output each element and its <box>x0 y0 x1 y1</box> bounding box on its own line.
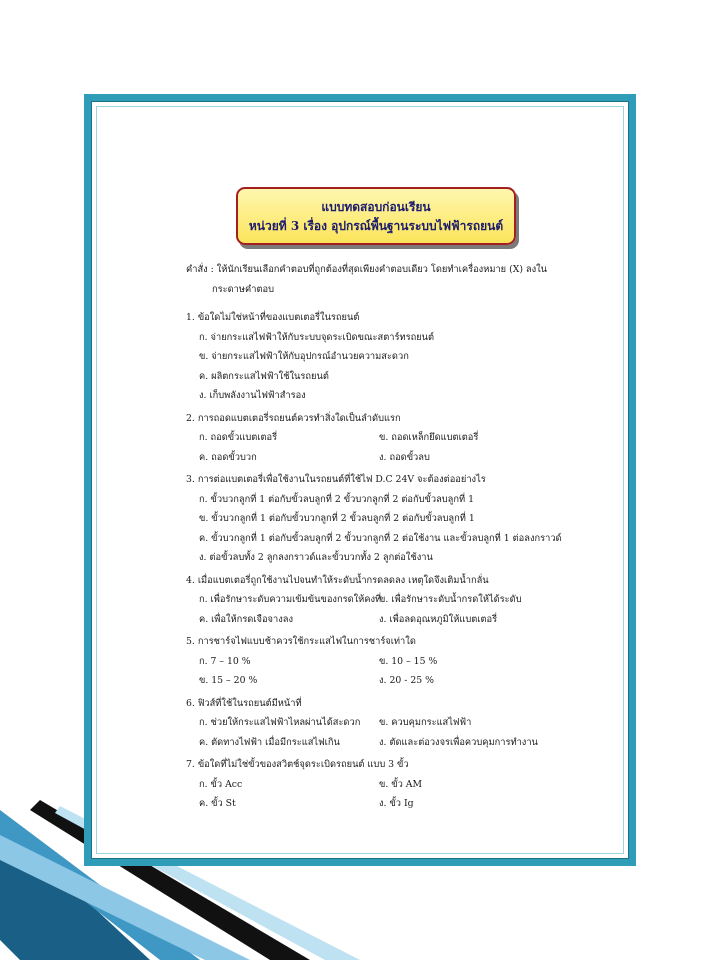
option-c: ค. ถอดขั้วบวก <box>199 451 257 463</box>
question-stem: 1. ข้อใดไม่ใช่หน้าที่ของแบตเตอรี่ในรถยนต์ <box>186 312 360 323</box>
option-c: ข. 15 – 20 % <box>199 675 258 686</box>
page-subtitle: หน่วยที่ 3 เรื่อง อุปกรณ์พื้นฐานระบบไฟฟ้ารถยนต์ <box>248 219 504 233</box>
option-d: ง. ต่อขั้วลบทั้ง 2 ลูกลงกราวด์และขั้วบวกทั้ง 2 ลูกต่อใช้งาน <box>199 552 433 563</box>
option-d: ง. เก็บพลังงานไฟฟ้าสำรอง <box>199 390 306 401</box>
option-c: ค. ผลิตกระแสไฟฟ้าใช้ในรถยนต์ <box>199 370 329 382</box>
page-title: แบบทดสอบก่อนเรียน <box>321 200 431 214</box>
option-c: ค. ขั้ว St <box>199 798 236 809</box>
question-5 <box>186 632 576 691</box>
question-stem: 3. การต่อแบตเตอรี่เพื่อใช้งานในรถยนต์ที่ใช้ไฟ D.C 24V จะต้องต่ออย่างไร <box>186 474 486 485</box>
instruction-label: คำสั่ง : <box>186 264 214 275</box>
question-stem: 2. การถอดแบตเตอรี่รถยนต์ควรทำสิ่งใดเป็นลำดับแรก <box>186 412 401 424</box>
option-b: ข. 10 – 15 % <box>379 655 438 667</box>
option-b: ข. ขั้ว AM <box>379 778 423 790</box>
option-c: ค. เพื่อให้กรดเจือจางลง <box>199 613 293 625</box>
option-a: ก. ช่วยให้กระแสไฟฟ้าไหลผ่านได้สะดวก <box>199 717 361 728</box>
option-a: ก. ขั้ว Acc <box>199 778 243 790</box>
question-stem: 7. ข้อใดที่ไม่ใช่ขั้วของสวิตช์จุดระเบิดรถยนต์ แบบ 3 ขั้ว <box>186 759 409 770</box>
option-c: ค. ขั้วบวกลูกที่ 1 ต่อกับขั้วลบลูกที่ 2 ขั้วบวกลูกที่ 2 ต่อใช้งาน และขั้วลบลูกที่ 1 ต่อลงกราวด์ <box>199 532 562 544</box>
instruction-text-cont: กระดาษคำตอบ <box>212 283 274 295</box>
option-d: ง. ขั้ว Ig <box>379 798 414 809</box>
question-7 <box>186 755 576 814</box>
option-d: ง. เพื่อลดอุณหภูมิให้แบตเตอรี่ <box>379 613 498 625</box>
option-d: ง. 20 - 25 % <box>379 675 434 686</box>
option-b: ข. ควบคุมกระแสไฟฟ้า <box>379 717 472 728</box>
option-a: ก. จ่ายกระแสไฟฟ้าให้กับระบบจุดระเบิดขณะสตาร์ทรถยนต์ <box>199 331 435 343</box>
question-stem: 4. เมื่อแบตเตอรี่ถูกใช้งานไปจนทำให้ระดับน้ำกรดลดลง เหตุใดจึงเติมน้ำกลั่น <box>186 574 489 586</box>
option-b: ข. ขั้วบวกลูกที่ 1 ต่อกับขั้วบวกลูกที่ 2 ขั้วลบลูกที่ 2 ต่อกับขั้วลบลูกที่ 1 <box>199 513 475 524</box>
question-6 <box>186 694 576 753</box>
question-stem: 5. การชาร์จไฟแบบช้าควรใช้กระแสไฟในการชาร์จเท่าใด <box>186 636 416 647</box>
instruction <box>186 260 576 280</box>
option-c: ค. ตัดทางไฟฟ้า เมื่อมีกระแสไฟเกิน <box>199 736 340 748</box>
option-d: ง. ถอดขั้วลบ <box>379 451 430 463</box>
option-b: ข. ถอดเหล็กยึดแบตเตอรี่ <box>379 432 479 443</box>
question-4 <box>186 571 576 630</box>
option-a: ก. ถอดขั้วแบตเตอรี่ <box>199 432 278 443</box>
question-stem: 6. ฟิวส์ที่ใช้ในรถยนต์มีหน้าที่ <box>186 697 302 709</box>
question-1 <box>186 308 576 406</box>
option-d: ง. ตัดและต่อวงจรเพื่อควบคุมการทำงาน <box>379 736 538 748</box>
test-content <box>186 260 576 814</box>
question-3 <box>186 470 576 568</box>
instruction-text: ให้นักเรียนเลือกคำตอบที่ถูกต้องที่สุดเพียงคำตอบเดียว โดยทำเครื่องหมาย (X) ลงใน <box>213 264 548 275</box>
option-b: ข. เพื่อรักษาระดับน้ำกรดให้ได้ระดับ <box>379 594 522 605</box>
option-a: ก. 7 – 10 % <box>199 655 251 667</box>
option-b: ข. จ่ายกระแสไฟฟ้าให้กับอุปกรณ์อำนวยความสะดวก <box>199 351 409 362</box>
option-a: ก. ขั้วบวกลูกที่ 1 ต่อกับขั้วลบลูกที่ 2 ขั้วบวกลูกที่ 2 ต่อกับขั้วลบลูกที่ 1 <box>199 493 475 505</box>
question-2 <box>186 409 576 468</box>
option-a: ก. เพื่อรักษาระดับความเข้มข้นของกรดให้คงที่ <box>199 594 382 605</box>
title-box <box>236 187 516 245</box>
